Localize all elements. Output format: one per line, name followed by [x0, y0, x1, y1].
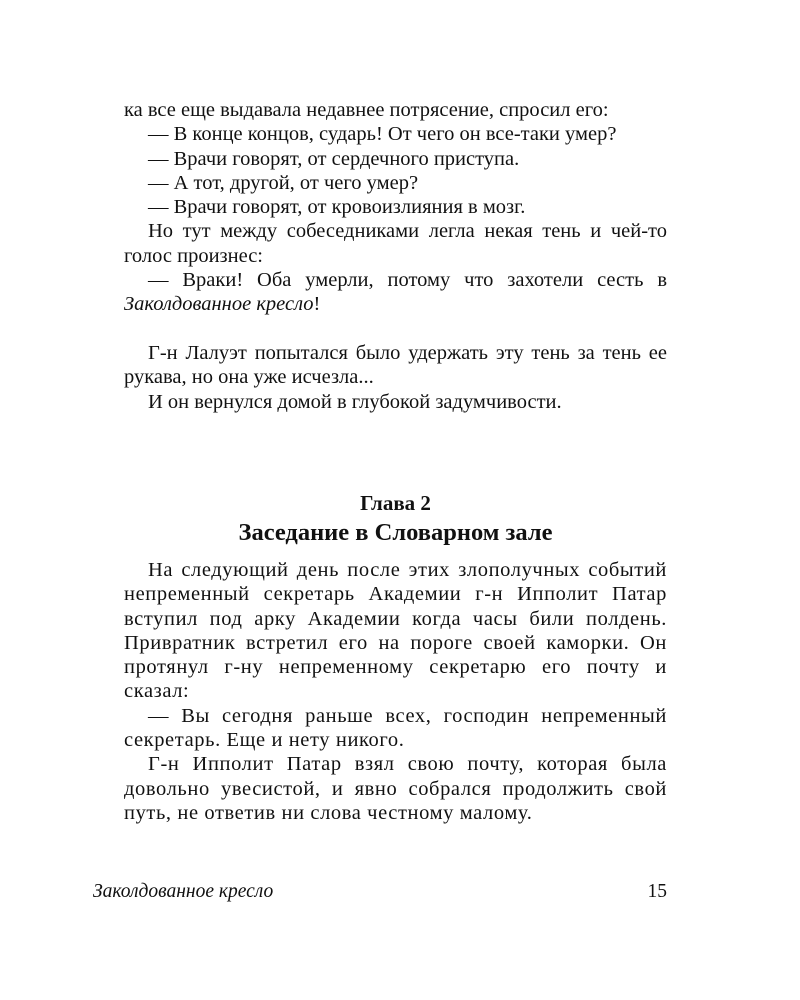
dialogue-text: — Враки! Оба умерли, потому что захотели сесть в [148, 269, 667, 292]
text-block-bottom [124, 558, 667, 825]
dialogue-punctuation: ! [313, 293, 321, 316]
dialogue-line: — Врачи говорят, от сердечного приступа. [148, 147, 520, 170]
dialogue-line: — В конце концов, сударь! От чего он все-таки умер? [148, 123, 617, 146]
text-block-top [124, 98, 667, 414]
page-number: 15 [647, 881, 667, 902]
paragraph: ка все еще выдавала недавнее потрясение, спросил его: [124, 99, 609, 121]
chapter-title: Заседание в Словарном зале [238, 519, 553, 546]
dialogue-line: — А тот, другой, от чего умер? [148, 171, 419, 194]
paragraph: И он вернулся домой в глубокой задумчивости. [148, 390, 562, 413]
dialogue-line: — Вы сегодня раньше всех, господин непременный секретарь. Еще и нету никого. [124, 704, 667, 752]
paragraph: На следующий день после этих злополучных событий непременный секретарь Академии г-н Ипполит Патар вступил под арку Академии когда часы били полдень. Привратник встретил его на пороге своей каморки. Он протянул г-ну непременному секретарю его почту и сказал: [124, 559, 667, 703]
dialogue-line [124, 268, 667, 317]
running-footer-title: Заколдованное кресло [93, 881, 274, 902]
paragraph: Но тут между собеседниками легла некая тень и чей-то голос произнес: [124, 220, 667, 267]
chapter-number: Глава 2 [360, 491, 431, 515]
dialogue-line: — Врачи говорят, от кровоизлияния в мозг. [148, 196, 526, 219]
paragraph-gap [124, 317, 667, 341]
paragraph: Г-н Ипполит Патар взял свою почту, которая была довольно увесистой, и явно собрался продолжить свой путь, не ответив ни слова честному малому. [124, 753, 667, 824]
book-title-inline: Заколдованное кресло [124, 293, 314, 316]
paragraph: Г-н Лалуэт попытался было удержать эту тень за тень ее рукава, но она уже исчезла... [124, 341, 667, 389]
